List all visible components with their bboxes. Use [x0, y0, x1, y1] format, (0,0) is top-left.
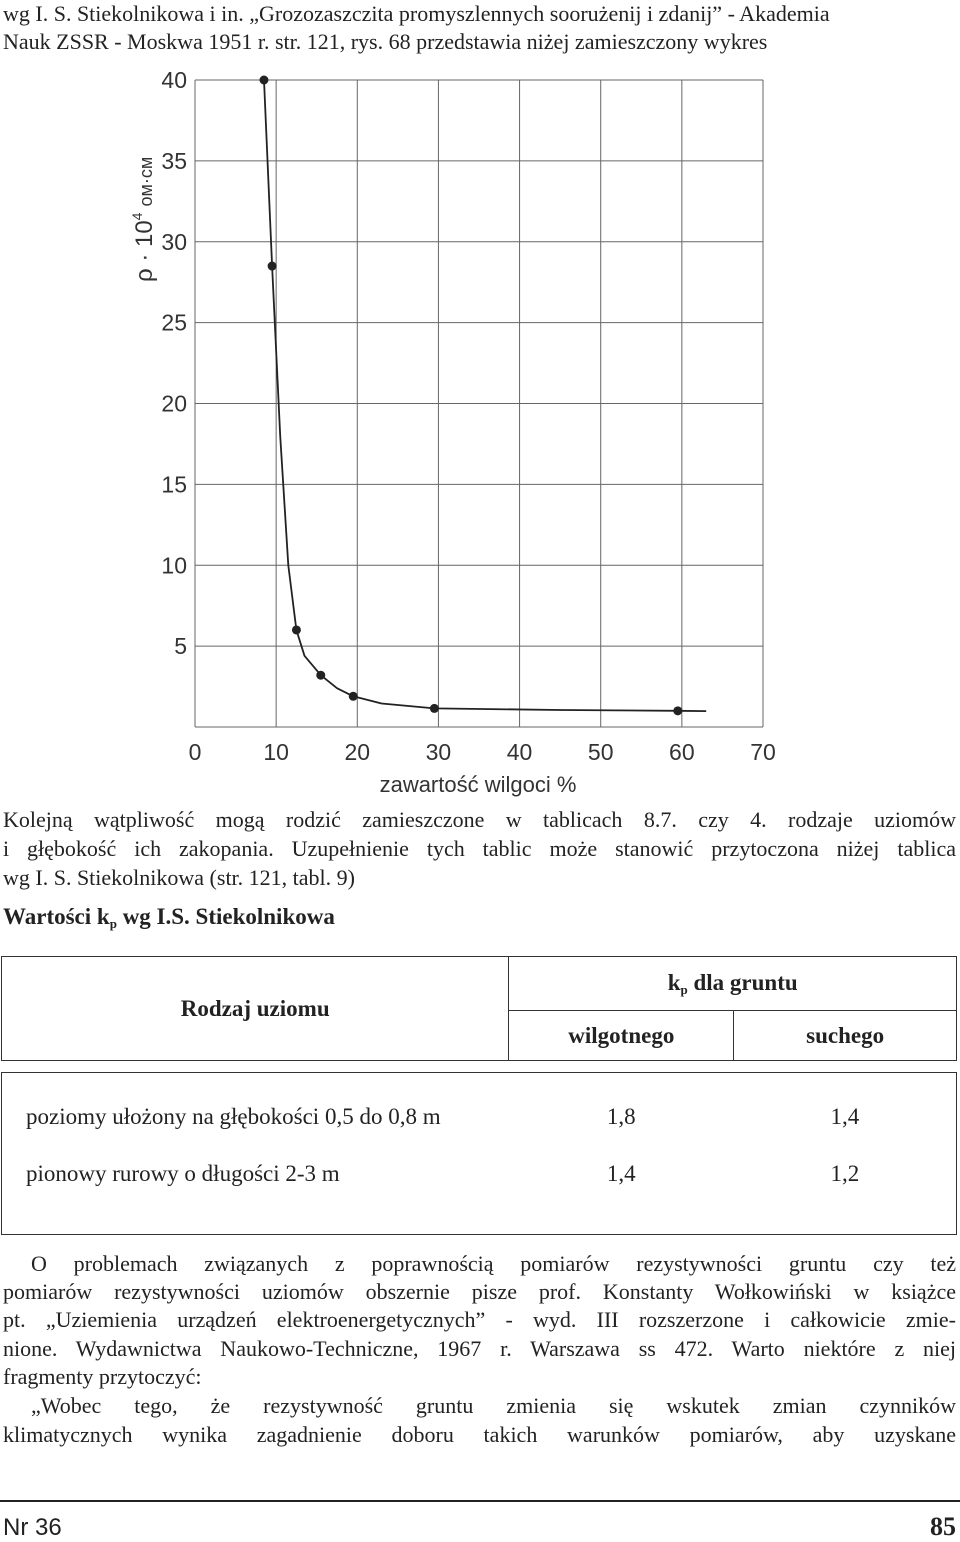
footer-rule: [0, 1500, 960, 1502]
header-kp-group: $k_p$ dla gruntu: [509, 957, 957, 1011]
y-tick-label: 10: [161, 552, 187, 579]
row2-wet: 1,4: [509, 1161, 734, 1235]
kp-table: [1, 956, 957, 1235]
header-electrode-type: Rodzaj uziomu: [2, 957, 509, 1061]
table-spacer: [2, 1061, 957, 1073]
data-point: [292, 625, 301, 634]
x-tick-label: 0: [188, 739, 202, 765]
y-axis-label-exp: 4: [129, 212, 145, 221]
y-tick-label: 20: [161, 390, 187, 417]
x-tick-label: 50: [587, 739, 614, 765]
header-wet: wilgotnego: [509, 1011, 734, 1061]
para2-line-1: O problemach związanych z poprawnością pomiarów rezystywności gruntu czy też: [31, 1251, 956, 1276]
series-line: [264, 80, 706, 711]
chart-grid: [195, 80, 763, 727]
y-tick-label: 5: [174, 633, 187, 660]
row1-wet: 1,8: [606, 1103, 636, 1129]
row1-dry: 1,4: [734, 1073, 957, 1161]
row2-type: pionowy rurowy o długości 2-3 m: [2, 1161, 509, 1235]
para2-line-4: nione. Wydawnictwa Naukowo-Techniczne, 1967 r. Warszawa ss 472. Warto niektóre z niej: [3, 1336, 956, 1361]
y-axis-label: [129, 157, 158, 282]
y-tick-label: 15: [161, 471, 187, 498]
y-tick-label: 30: [161, 228, 187, 255]
chart-curve-layer: [264, 80, 706, 711]
x-tick-label: 20: [344, 739, 371, 765]
x-tick-label: 60: [669, 739, 695, 765]
table-title: Wartości $k_p$ wg I.S. Stiekolnikowa: [3, 904, 335, 931]
x-tick-label: 70: [750, 739, 776, 765]
table-row: [2, 1073, 957, 1161]
para1-line-1: Kolejną wątpliwość mogą rodzić zamieszczone w tablicach 8.7. czy 4. rodzaje uziomów: [3, 807, 956, 832]
table-row: [2, 1161, 957, 1235]
intro-line-2: Nauk ZSSR - Moskwa 1951 r. str. 121, rys. 68 przedstawia niżej zamieszczony wykres: [3, 29, 768, 54]
y-tick-labels: [161, 67, 187, 659]
para1-line-2: i głębokość ich zakopania. Uzupełnienie tych tablic może stanowić przytoczona niżej tablica: [3, 836, 956, 861]
y-axis-label-main: ρ · 10: [131, 220, 158, 282]
y-tick-label: 40: [161, 67, 187, 93]
x-tick-label: 10: [263, 739, 289, 765]
para1-line-3: wg I. S. Stiekolnikowa (str. 121, tabl. 9): [3, 865, 355, 890]
para2-line-6: „Wobec tego, że rezystywność gruntu zmienia się wskutek zmian czynników: [31, 1393, 956, 1418]
x-tick-label: 30: [425, 739, 452, 765]
resistivity-moisture-chart: [0, 60, 960, 800]
x-tick-labels: [189, 739, 776, 765]
issue-number: Nr 36: [3, 1514, 62, 1541]
y-tick-label: 35: [161, 147, 187, 174]
data-point: [259, 76, 268, 85]
svg-text:ρ · 104ом·см: [129, 157, 158, 282]
data-point: [349, 692, 358, 701]
para2-line-3: pt. „Uziemienia urządzeń elektroenergetycznych” - wyd. III rozszerzone i całkowicie zmie-: [3, 1307, 956, 1332]
y-tick-label: 25: [161, 309, 187, 336]
chart-points-layer: [259, 76, 682, 716]
y-axis-label-unit: ом·см: [136, 156, 156, 207]
x-axis-label: zawartość wilgoci %: [379, 772, 577, 797]
header-dry: suchego: [734, 1011, 957, 1061]
row1-type: poziomy ułożony na głębokości 0,5 do 0,8 m: [2, 1073, 509, 1161]
para2-line-7: klimatycznych wynika zagadnienie doboru takich warunków pomiarów, aby uzyskane: [3, 1422, 956, 1447]
row2-dry: 1,2: [734, 1161, 957, 1235]
intro-line-1: wg I. S. Stiekolnikowa i in. „Grozozaszczita promyszlennych soorużenij i zdanij” - Akademia: [3, 1, 830, 26]
data-point: [316, 671, 325, 680]
para2-line-2: pomiarów rezystywności uziomów obszernie pisze prof. Konstanty Wołkowiński w książce: [3, 1279, 956, 1304]
data-point: [673, 706, 682, 715]
page-number: 85: [930, 1512, 956, 1541]
data-point: [268, 262, 277, 271]
data-point: [430, 704, 439, 713]
x-tick-label: 40: [506, 739, 533, 765]
para2-line-5: fragmenty przytoczyć:: [3, 1364, 202, 1389]
